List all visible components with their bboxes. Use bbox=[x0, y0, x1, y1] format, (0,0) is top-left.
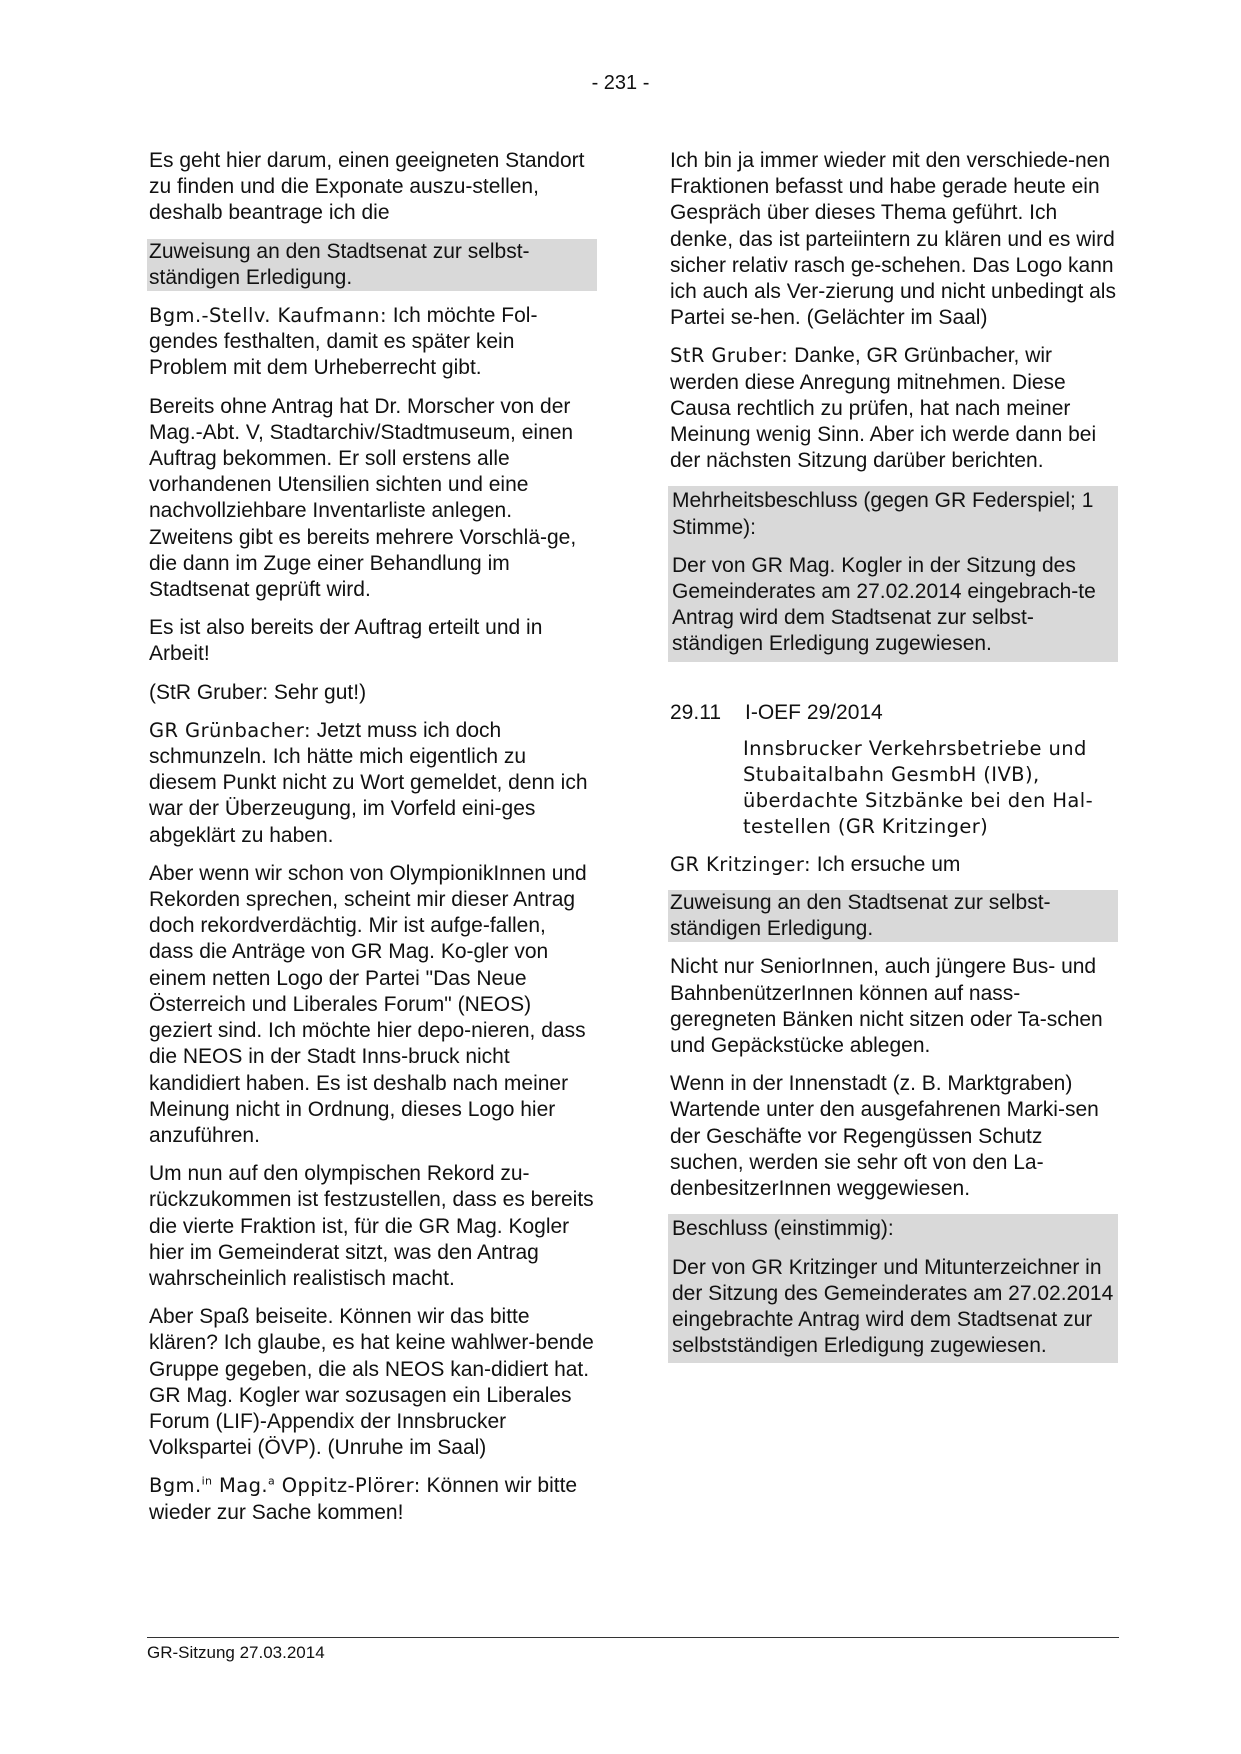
speaker-name: Bgm.-Stellv. Kaufmann: bbox=[149, 304, 387, 328]
speech-text: Danke, GR Grünbacher, wir werden diese Anregung mitnehmen. Diese Causa rechtlich zu prüfen, hat nach meiner Meinung wenig Sinn. Aber ich werde dann bei der nächsten Sitzung darüber berichten. bbox=[670, 344, 1097, 473]
paragraph: Es geht hier darum, einen geeigneten Standort zu finden und die Exponate auszu-stellen, deshalb beantrage ich die bbox=[149, 149, 585, 225]
resolution-text: Der von GR Kritzinger und Mitunterzeichner in der Sitzung des Gemeinderates am 27.02.2014 eingebrachte Antrag wird dem Stadtsenat zur selbstständigen Erledigung zugewiesen. bbox=[672, 1255, 1114, 1358]
motion-highlight: Zuweisung an den Stadtsenat zur selbst-ständigen Erledigung. bbox=[668, 890, 1118, 942]
left-column bbox=[147, 148, 597, 1538]
page-number: - 231 - bbox=[591, 72, 650, 94]
speaker-name: StR Gruber: bbox=[670, 344, 789, 368]
speaker-name: GR Kritzinger: bbox=[670, 852, 811, 876]
paragraph: Nicht nur SeniorInnen, auch jüngere Bus- und BahnbenützerInnen können auf nass-geregneten Bänken nicht sitzen oder Ta-schen und Gepäckstücke ablegen. bbox=[670, 955, 1103, 1058]
speech-paragraph bbox=[147, 1473, 597, 1525]
resolution-text: Der von GR Mag. Kogler in der Sitzung des Gemeinderates am 27.02.2014 eingebrach-te Antrag wird dem Stadtsenat zur selbst-ständigen Erledigung zugewiesen. bbox=[672, 553, 1096, 656]
speech-paragraph bbox=[668, 343, 1118, 474]
paragraph: Ich bin ja immer wieder mit den verschiede-nen Fraktionen befasst und habe gerade heute ein Gespräch über dieses Thema geführt. Ich denke, das ist parteiintern zu klären und es wird sicher relativ rasch ge-schehen. Das Logo kann ich auch als Ver-zierung und nicht unbedingt als Partei se-hen. (Gelächter im Saal) bbox=[670, 149, 1116, 330]
motion-highlight: Zuweisung an den Stadtsenat zur selbst-ständigen Erledigung. bbox=[147, 239, 597, 291]
speech-text: Ich ersuche um bbox=[810, 852, 961, 876]
speech-paragraph bbox=[147, 718, 597, 849]
agenda-item-number: 29.11 bbox=[670, 700, 721, 724]
interjection: (StR Gruber: Sehr gut!) bbox=[149, 680, 367, 704]
speech-paragraph bbox=[668, 852, 1118, 878]
agenda-item-title: Innsbrucker Verkehrsbetriebe und Stubaitalbahn GesmbH (IVB), überdachte Sitzbänke bei den Hal-testellen (GR Kritzinger) bbox=[743, 736, 1094, 838]
right-column bbox=[668, 148, 1118, 1363]
speech-text: Jetzt muss ich doch schmunzeln. Ich hätte mich eigentlich zu diesem Punkt nicht zu Wort gemeldet, denn ich war der Überzeugung, im Vorfeld eini-ges abgeklärt zu haben. bbox=[149, 718, 588, 847]
footer-session-date: GR-Sitzung 27.03.2014 bbox=[147, 1643, 325, 1662]
agenda-item-header bbox=[668, 700, 1118, 726]
paragraph: Um nun auf den olympischen Rekord zu-rückzukommen ist festzustellen, dass es bereits die vierte Fraktion ist, für die GR Mag. Kogler hier im Gemeinderat sitzt, was den Antrag wahrscheinlich realistisch macht. bbox=[149, 1162, 594, 1290]
paragraph: Bereits ohne Antrag hat Dr. Morscher von der Mag.-Abt. V, Stadtarchiv/Stadtmuseum, einen Auftrag bekommen. Er soll erstens alle vorhandenen Utensilien sichten und eine nachvollziehbare Inventarliste anlegen. Zweitens gibt es bereits mehrere Vorschlä-ge, die dann im Zuge einer Behandlung im Stadtsenat geprüft wird. bbox=[149, 394, 577, 602]
agenda-item-code: I-OEF 29/2014 bbox=[745, 700, 883, 724]
paragraph: Aber wenn wir schon von OlympionikInnen und Rekorden sprechen, scheint mir dieser Antrag doch rekordverdächtig. Mir ist aufge-fallen, dass die Anträge von GR Mag. Ko-gler von einem netten Logo der Partei "Das Neue Österreich und Liberales Forum" (NEOS) geziert sind. Ich möchte hier depo-nieren, dass die NEOS in der Stadt Inns-bruck nicht kandidiert haben. Es ist deshalb nach meiner Meinung nicht in Ordnung, dieses Logo hier anzuführen. bbox=[149, 861, 587, 1147]
speech-paragraph bbox=[147, 303, 597, 382]
footer-divider bbox=[147, 1637, 1119, 1638]
paragraph: Es ist also bereits der Auftrag erteilt und in Arbeit! bbox=[149, 616, 543, 666]
speech-text: Ich möchte Fol-gendes festhalten, damit es später kein Problem mit dem Urheberrecht gibt. bbox=[149, 304, 538, 380]
paragraph: Wenn in der Innenstadt (z. B. Marktgraben) Wartende unter den ausgefahrenen Marki-sen der Geschäfte vor Regengüssen Schutz suchen, werden sie sehr oft von den La-denbesitzerInnen weggewiesen. bbox=[670, 1072, 1099, 1201]
resolution-heading: Mehrheitsbeschluss (gegen GR Federspiel; 1 Stimme): bbox=[672, 489, 1094, 539]
speaker-name: Bgm.$^{in}$ Mag.$^a$ Oppitz-Plörer: bbox=[149, 1474, 421, 1498]
paragraph: Aber Spaß beiseite. Können wir das bitte klären? Ich glaube, es hat keine wahlwer-bende Gruppe gegeben, die als NEOS kan-didiert hat. GR Mag. Kogler war sozusagen ein Liberales Forum (LIF)-Appendix der Innsbrucker Volkspartei (ÖVP). (Unruhe im Saal) bbox=[149, 1305, 594, 1460]
resolution-block bbox=[668, 486, 1118, 661]
resolution-heading: Beschluss (einstimmig): bbox=[672, 1217, 894, 1241]
speaker-name: GR Grünbacher: bbox=[149, 718, 311, 742]
speech-text: Können wir bitte wieder zur Sache kommen! bbox=[149, 1474, 578, 1524]
resolution-block bbox=[668, 1214, 1118, 1363]
